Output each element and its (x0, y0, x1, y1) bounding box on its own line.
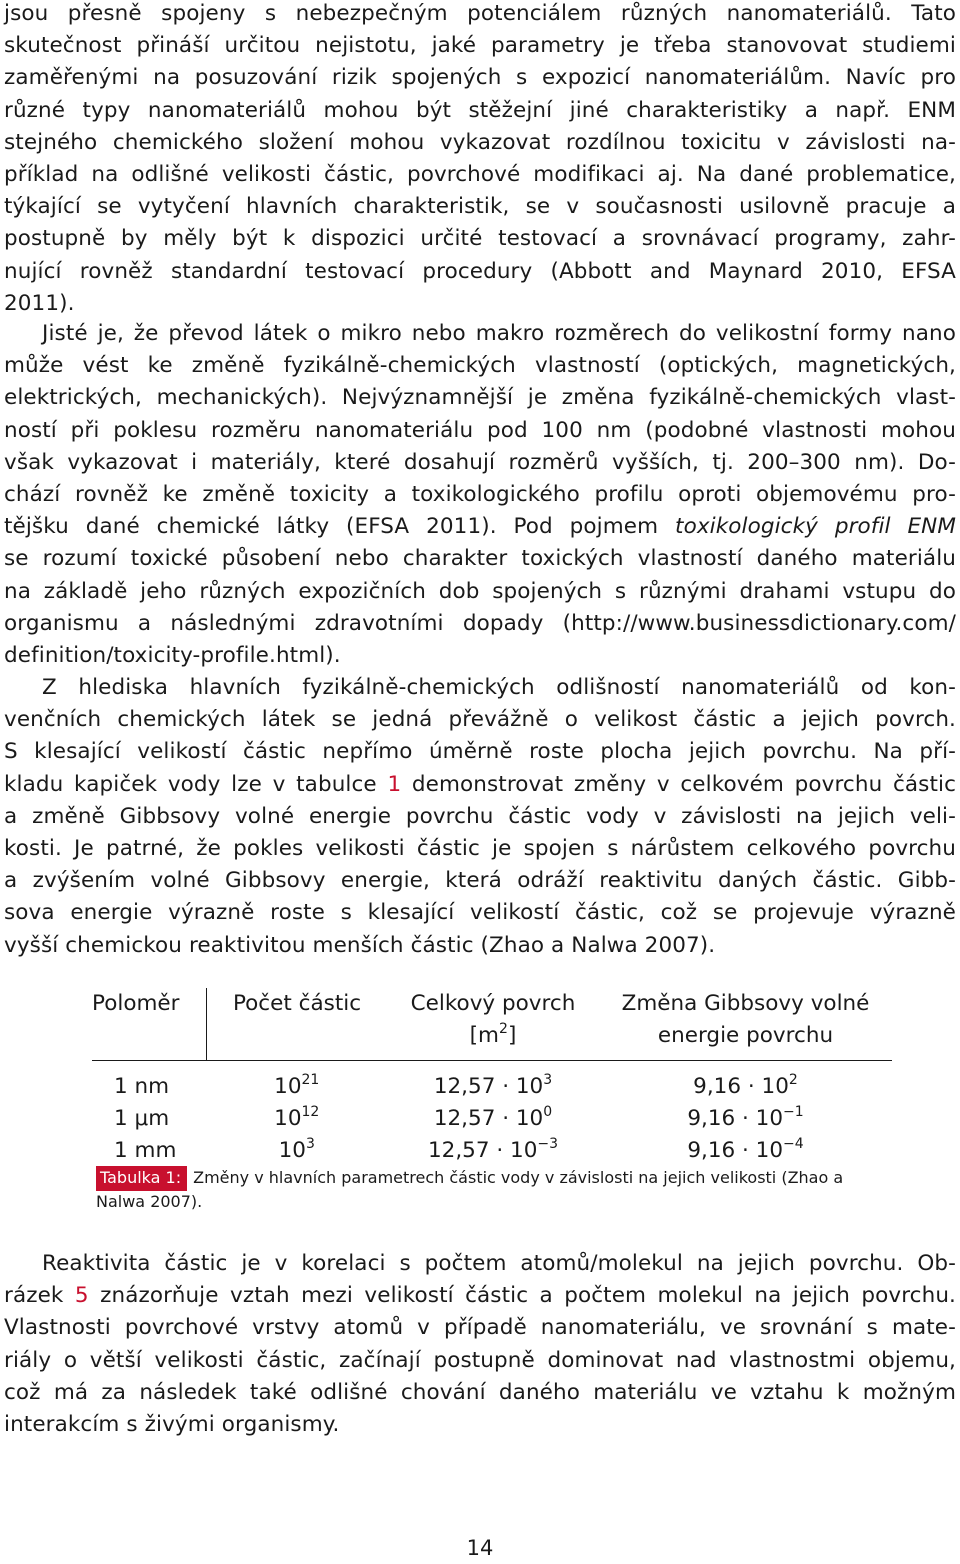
text-line: Reaktivita částic je v korelaci s počtem atomů/molekul na jejich povrchu. Ob- (42, 1251, 956, 1276)
table-header-row (92, 988, 892, 1060)
cell-count: $10^{12}$ (274, 1103, 320, 1131)
cell-surface: $12,57 \cdot 10^0$ (433, 1103, 553, 1131)
text-line: však vykazovat i materiály, které dosahují rozměrů vyšších, tj. 200–300 nm). Do- (4, 449, 956, 475)
header-unit: $[m^2]$ (469, 1021, 517, 1048)
text-line (4, 769, 956, 801)
paragraph-2 (4, 318, 956, 672)
text-segment: kladu kapiček vody lze v tabulce (4, 771, 388, 797)
header-total-surface-label: Celkový povrch (410, 991, 576, 1016)
text-line: riály o větší velikosti částic, začínají postupně dominovat nad vlastnostmi objemu, (4, 1347, 956, 1373)
text-line: a zvýšením volné Gibbsovy energie, která odráží reaktivitu daných částic. Gibb- (4, 868, 956, 894)
table-row (92, 1060, 892, 1103)
cell-surface: $12,57 \cdot 10^{-3}$ (427, 1135, 559, 1163)
paragraph-3 (4, 672, 956, 962)
text-line: vyšší chemickou reaktivitou menších částic (Zhao a Nalwa 2007). (4, 932, 716, 958)
text-line: různé typy nanomateriálů mohou být stěžejní jiné charakteristiky a např. ENM (4, 97, 956, 123)
cell-radius: 1 μm (114, 1105, 170, 1131)
text-segment: rázek (4, 1283, 75, 1309)
text-line (4, 1280, 956, 1312)
text-line: Z hlediska hlavních fyzikálně-chemických odlišností nanomateriálů od kon- (42, 675, 956, 700)
text-line: ností při poklesu rozměru nanomateriálu pod 100 nm (podobné vlastnosti mohou (4, 417, 956, 443)
cell-count: $10^{21}$ (274, 1071, 320, 1099)
text-line: elektrických, mechanických). Nejvýznamnější je změna fyzikálně-chemických vlast- (4, 385, 956, 411)
text-line: skutečnost přináší určitou nejistotu, jaké parametry je třeba stanovovat studiemi (4, 33, 956, 59)
table-row (92, 1135, 892, 1167)
cell-surface: $12,57 \cdot 10^3$ (433, 1071, 553, 1099)
caption-label: Tabulka 1: (96, 1166, 187, 1191)
text-line: což má za následek také odlišné chování daného materiálu ve vztahu k možným (4, 1379, 956, 1405)
table-caption (96, 1166, 876, 1213)
url-line: organismu a následnými zdravotními dopady (http://www.businessdictionary.com/ (4, 610, 956, 636)
text-line: postupně by měly být k dispozici určité testovací a srovnávací programy, zahr- (4, 226, 956, 252)
cell-count: $10^3$ (278, 1135, 315, 1163)
text-line: příklad na odlišné velikosti částic, povrchové modifikaci aj. Na dané problematice, (4, 162, 956, 188)
cell-gibbs: $9,16 \cdot 10^{-1}$ (687, 1103, 804, 1131)
url-line: definition/toxicity-profile.html). (4, 643, 341, 669)
figure-reference-link[interactable]: 5 (74, 1283, 89, 1309)
text-line: venčních chemických látek se jedná převážně o velikost částic a jejich povrch. (4, 707, 956, 733)
text-line: sova energie výrazně roste s klesající velikostí částic, což se projevuje výrazně (4, 900, 956, 926)
text-line: 2011). (4, 290, 75, 316)
text-line: týkající se vytyčení hlavních charakteristik, se v současnosti usilovně pracuje a (4, 194, 956, 220)
paragraph-1 (4, 0, 956, 320)
text-segment: tějšku dané chemické látky (EFSA 2011). Pod pojmem (4, 514, 676, 540)
text-line: interakcím s živými organismy. (4, 1412, 340, 1438)
caption-text: Změny v hlavních parametrech částic vody v závislosti na jejich velikosti (Zhao a Nalwa 2007). (96, 1168, 844, 1211)
text-line: se rozumí toxické působení nebo charakter toxických vlastností daného materiálu (4, 546, 956, 572)
text-line: stejného chemického složení mohou vykazovat rozdílnou toxicitu v závislosti na- (4, 129, 956, 155)
text-line: a změně Gibbsovy volné energie povrchu částic vody v závislosti na jejich veli- (4, 803, 956, 829)
text-segment: demonstrovat změny v celkovém povrchu částic (401, 771, 956, 797)
text-segment: znázorňuje vztah mezi velikostí částic a počtem molekul na jejich povrchu. (88, 1283, 956, 1309)
text-line: může vést ke změně fyzikálně-chemických vlastností (optických, magnetických, (4, 353, 956, 379)
header-radius: Poloměr (92, 988, 207, 1060)
cell-gibbs: $9,16 \cdot 10^2$ (693, 1071, 798, 1099)
text-line: chází rovněž ke změně toxicity a toxikologického profilu oproti objemovému pro- (4, 482, 956, 508)
table-reference-link[interactable]: 1 (387, 771, 402, 797)
header-gibbs-energy: Změna Gibbsovy volné energie povrchu (599, 988, 892, 1060)
italic-term: toxikologický profil ENM (675, 514, 956, 540)
page-number: 14 (466, 1536, 494, 1560)
text-line (4, 511, 956, 543)
text-line: jsou přesně spojeny s nebezpečným potenciálem různých nanomateriálů. Tato (4, 1, 956, 26)
header-particle-count: Počet částic (207, 988, 388, 1060)
data-table (92, 988, 892, 1167)
text-line: S klesající velikostí částic nepřímo úměrně roste plocha jejich povrchu. Na pří- (4, 739, 956, 765)
table-row (92, 1103, 892, 1135)
text-line: nující rovněž standardní testovací procedury (Abbott and Maynard 2010, EFSA (4, 258, 956, 284)
cell-radius: 1 mm (114, 1137, 177, 1163)
cell-radius: 1 nm (114, 1073, 170, 1099)
text-line: kosti. Je patrné, že pokles velikosti částic je spojen s nárůstem celkového povrchu (4, 836, 956, 862)
cell-gibbs: $9,16 \cdot 10^{-4}$ (687, 1135, 804, 1163)
text-line: Vlastnosti povrchové vrstvy atomů v případě nanomateriálu, ve srovnání s mate- (4, 1315, 956, 1341)
text-line: zaměřenými na posuzování rizik spojených s expozicí nanomateriálům. Navíc pro (4, 65, 956, 91)
text-line: na základě jeho různých expozičních dob spojených s různými drahami vstupu do (4, 578, 956, 604)
paragraph-4 (4, 1248, 956, 1441)
text-line: Jisté je, že převod látek o mikro nebo makro rozměrech do velikostní formy nano (42, 321, 956, 346)
header-total-surface (387, 988, 599, 1060)
